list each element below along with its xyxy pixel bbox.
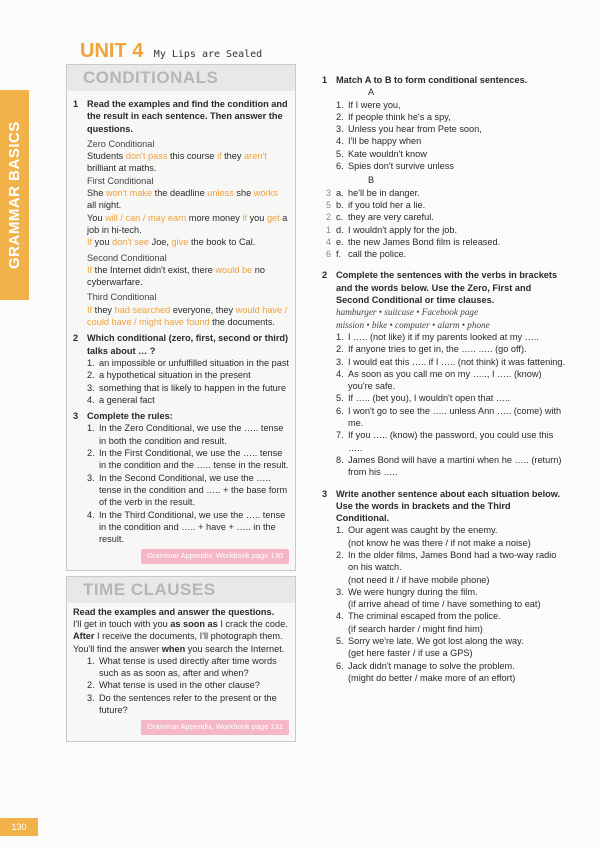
q-number: 2: [322, 270, 328, 281]
conditionals-q3: [73, 410, 289, 422]
unit-label: UNIT 4: [80, 40, 144, 62]
list-item: 2. a hypothetical situation in the present: [87, 370, 251, 381]
grammar-appendix-link[interactable]: [73, 549, 289, 563]
q-text: Match A to B to form conditional sentences.: [336, 75, 528, 85]
q3-list: [73, 422, 289, 545]
left-column: [66, 64, 296, 742]
list-item: 8. James Bond will have a martini when he ….. (return) from his …..: [336, 454, 562, 478]
conditionals-heading: CONDITIONALS: [83, 67, 219, 87]
list-item: 5 b. if you told her a lie.: [326, 199, 426, 210]
q-number: 3: [322, 488, 328, 499]
grammar-appendix-link[interactable]: [73, 720, 289, 734]
time-example: You'll find the answer when you search the Internet.: [73, 643, 285, 654]
list-item: 4. As soon as you call me on my ….., I ….. (know) you're safe.: [336, 368, 542, 392]
time-clauses-intro: Read the examples and answer the questions.: [73, 606, 275, 617]
list-item: 7. If you ….. (know) the password, you could use this …..: [336, 430, 554, 453]
q-text: Write another sentence about each situation below. Use the words in brackets and the Third Conditional.: [336, 488, 561, 524]
list-item: 3. We were hungry during the film. (if arrive ahead of time / have something to eat): [336, 586, 541, 610]
time-questions: [73, 655, 289, 716]
third-label: Third Conditional: [87, 292, 157, 303]
unit-title: My Lips are Sealed: [153, 49, 263, 60]
time-clauses-box: [66, 576, 296, 742]
list-item: 2. If anyone tries to get in, the ….. ….. (go off).: [336, 344, 527, 355]
list-item: 4. a general fact: [87, 394, 155, 405]
page-number: 130: [0, 818, 38, 836]
first-example-a: She won't make the deadline unless she works all night.: [87, 188, 278, 211]
first-example-c: If you don't see Joe, give the book to Cal.: [87, 237, 256, 248]
q-number: 1: [73, 99, 79, 109]
conditionals-q1: [73, 98, 289, 135]
unit-header: [80, 40, 262, 63]
zero-label: Zero Conditional: [87, 138, 155, 149]
list-item: 4. I'll be happy when: [336, 136, 422, 147]
q-text: Read the examples and find the condition and the result in each sentence. Then answer the questions.: [87, 99, 288, 134]
q-number: 3: [73, 411, 79, 422]
time-example: I'll get in touch with you as soon as I crack the code.: [73, 618, 288, 629]
list-item: 4. In the Third Conditional, we use the ….. tense in the condition and ….. + have + ….. in the result.: [87, 509, 286, 545]
ref-label: Grammar Appendix, Workbook page 130: [141, 549, 289, 563]
conditionals-q2: [73, 332, 289, 357]
second-label: Second Conditional: [87, 252, 167, 263]
q-number: 1: [322, 75, 328, 85]
list-item: 5. Sorry we're late. We got lost along the way. (get here faster / if use a GPS): [336, 636, 524, 659]
third-example: If they had searched everyone, they would have / could have / might have found the documents.: [87, 304, 288, 328]
time-clauses-header: [67, 577, 295, 603]
list-item: 1. I ….. (not like) it if my parents looked at my …..: [336, 331, 539, 342]
list-item: 6. Spies don't survive unless: [336, 161, 454, 172]
list-item: 1. In the Zero Conditional, we use the ….. tense in both the condition and result.: [87, 423, 284, 446]
right-column: [322, 70, 566, 684]
column-b-label: B: [368, 175, 375, 186]
list-item: 1. an impossible or unfulfilled situation in the past: [87, 357, 289, 368]
list-item: 3. Do the sentences refer to the present or the future?: [87, 692, 277, 716]
list-item: 5. If ….. (bet you), I wouldn't open that …..: [336, 393, 511, 404]
word-bank-line: hamburger • suitcase • Facebook page: [336, 307, 479, 318]
time-example: After I receive the documents, I'll photograph them.: [73, 631, 283, 642]
conditionals-header: [67, 65, 295, 91]
list-item: 2. In the older films, James Bond had a two-way radio on his watch. (not need it / if have mobile phone): [336, 549, 557, 585]
list-item: 1. Our agent was caught by the enemy. (not know he was there / if not make a noise): [336, 525, 531, 548]
side-tab-label: GRAMMAR BASICS: [6, 121, 23, 269]
exercise-2: [322, 269, 566, 306]
column-a-label: A: [368, 87, 375, 98]
list-item: 2 c. they are very careful.: [326, 212, 434, 223]
exercise-3: [322, 488, 566, 525]
list-item: 3 a. he'll be in danger.: [326, 187, 420, 198]
list-item: 6. I won't go to see the ….. unless Ann ….. (come) with me.: [336, 405, 562, 429]
first-example-b: You will / can / may earn more money if you get a job in hi-tech.: [87, 212, 288, 235]
list-item: 1. If I were you,: [336, 99, 401, 110]
q-text: Which conditional (zero, first, second or third) talks about … ?: [87, 333, 289, 356]
list-item: 1 d. I wouldn't apply for the job.: [326, 224, 458, 235]
zero-example: Students don't pass this course if they aren't brilliant at maths.: [87, 151, 267, 174]
exercise-1: [322, 74, 566, 86]
list-item: 3. I would eat this ….. if I ….. (not think) it was fattening.: [336, 356, 566, 367]
ref-label: Grammar Appendix, Workbook page 131: [141, 720, 289, 734]
q-number: 2: [73, 333, 79, 344]
list-item: 4. The criminal escaped from the police. (if search harder / might find him): [336, 611, 501, 634]
list-item: 5. Kate wouldn't know: [336, 148, 427, 159]
word-bank-line: mission • bike • computer • alarm • phone: [336, 319, 490, 330]
side-tab: [0, 90, 29, 300]
q-text: Complete the sentences with the verbs in brackets and the words below. Use the Zero, First and Second Conditional or time clauses.: [336, 270, 558, 306]
conditionals-box: [66, 64, 296, 571]
list-item: 3. In the Second Conditional, we use the ….. tense in the condition and ….. + the base form of the verb in the result.: [87, 472, 288, 508]
list-item: 2. What tense is used in the other clause?: [87, 680, 260, 691]
list-item: 2. In the First Conditional, we use the ….. tense in the condition and the ….. tense in the result.: [87, 448, 289, 471]
list-item: 3. something that is likely to happen in the future: [87, 382, 286, 393]
list-item: 6. Jack didn't manage to solve the problem. (might do better / make more of an effort): [336, 660, 516, 683]
list-item: 2. If people think he's a spy,: [336, 111, 451, 122]
list-item: 1. What tense is used directly after time words such as as soon as, after and when?: [87, 655, 277, 679]
list-item: 3. Unless you hear from Pete soon,: [336, 124, 482, 135]
list-item: 4 e. the new James Bond film is released.: [326, 236, 501, 247]
time-clauses-heading: TIME CLAUSES: [83, 579, 216, 599]
second-example: If the Internet didn't exist, there would be no cyberwarfare.: [87, 264, 265, 288]
list-item: 6 f. call the police.: [326, 249, 407, 260]
first-label: First Conditional: [87, 175, 154, 186]
q-text: Complete the rules:: [87, 411, 173, 422]
q2-list: [73, 357, 289, 406]
